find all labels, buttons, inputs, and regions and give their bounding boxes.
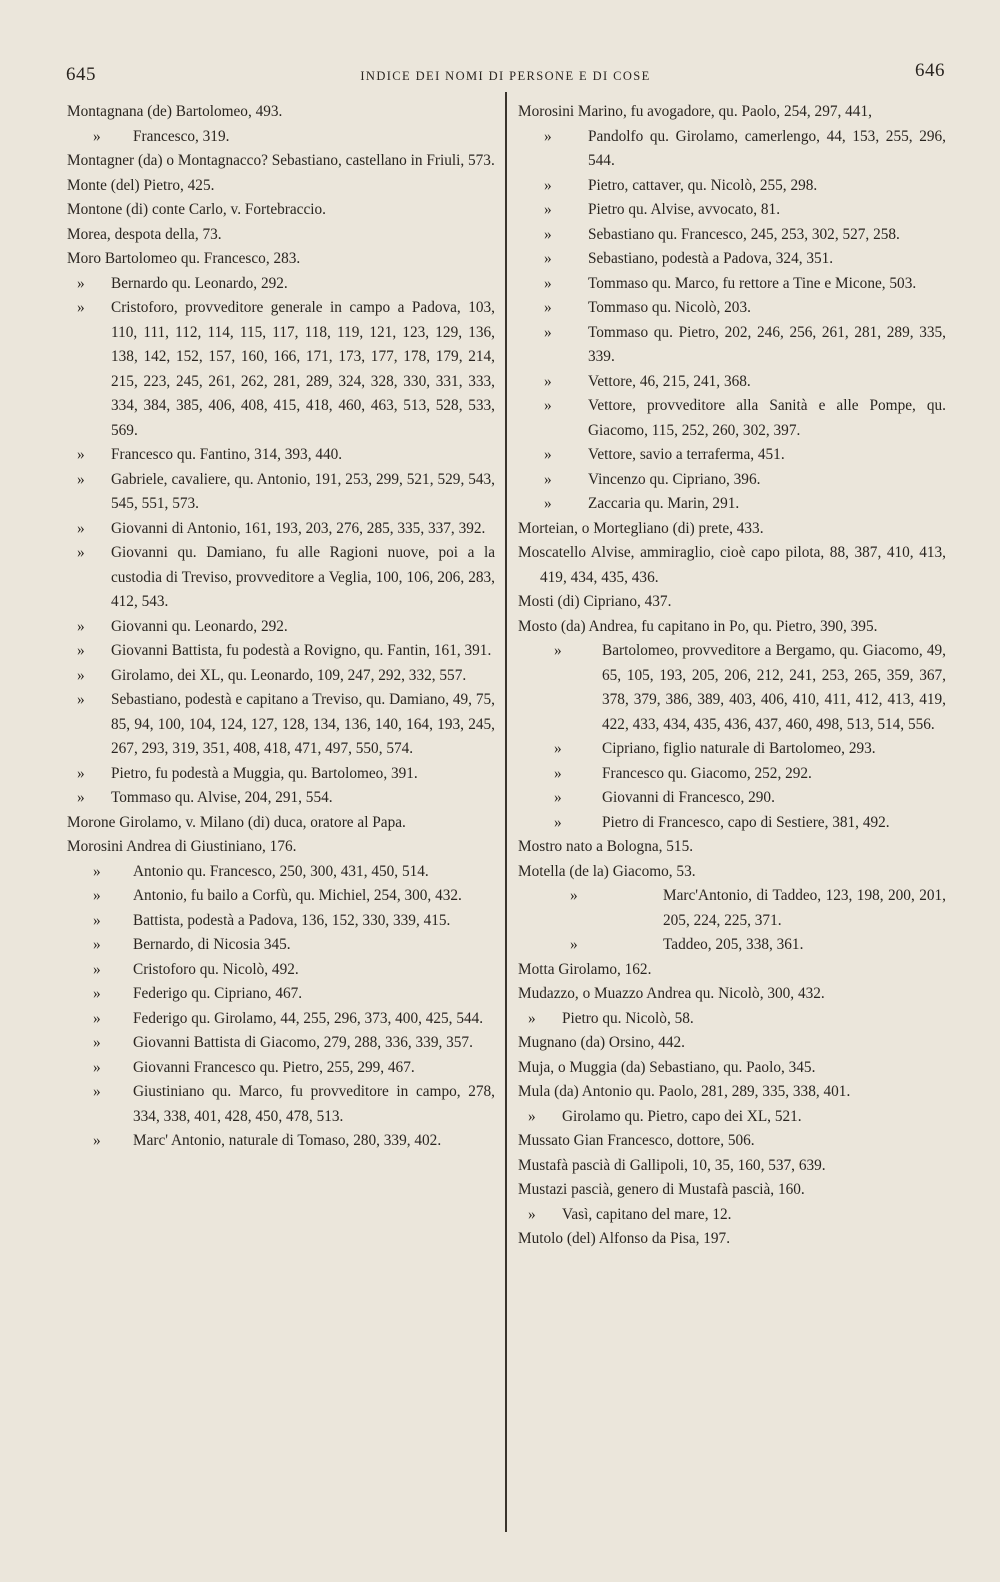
- index-entry: [518, 1203, 946, 1228]
- ditto-mark: »: [77, 519, 85, 537]
- index-entry: [518, 1105, 946, 1130]
- right-column: [518, 100, 946, 1252]
- index-entry: [67, 860, 495, 885]
- index-entry: [67, 468, 495, 517]
- index-entry: [67, 149, 495, 174]
- ditto-mark: »: [93, 127, 101, 145]
- index-entry: [518, 1007, 946, 1032]
- index-entry: [518, 443, 946, 468]
- entry-text: Giovanni Battista di Giacomo, 279, 288, 336, 339, 357.: [133, 1034, 473, 1051]
- ditto-mark: »: [93, 1034, 101, 1051]
- entry-text: Montagner (da) o Montagnacco? Sebastiano, castellano in Friuli, 573.: [67, 152, 495, 169]
- ditto-mark: »: [93, 1132, 101, 1149]
- ditto-mark: »: [544, 323, 552, 341]
- entry-text: Cipriano, figlio naturale di Bartolomeo, 293.: [602, 740, 876, 757]
- index-entry: [518, 1178, 946, 1203]
- index-entry: [67, 296, 495, 443]
- ditto-mark: »: [77, 617, 85, 635]
- ditto-mark: »: [77, 299, 85, 316]
- index-entry: [518, 835, 946, 860]
- index-entry: [518, 958, 946, 983]
- ditto-mark: »: [544, 225, 552, 243]
- entry-text: Mustazi pascià, genero di Mustafà pascià, 160.: [518, 1181, 805, 1198]
- entry-text: Mudazzo, o Muazzo Andrea qu. Nicolò, 300, 432.: [518, 985, 825, 1002]
- entry-text: Sebastiano, podestà a Padova, 324, 351.: [588, 250, 834, 267]
- entry-text: Francesco qu. Fantino, 314, 393, 440.: [111, 446, 343, 463]
- ditto-mark: »: [77, 274, 85, 292]
- index-entry: [518, 296, 946, 321]
- ditto-mark: »: [77, 691, 85, 708]
- entry-text: Giovanni qu. Leonardo, 292.: [111, 617, 288, 635]
- index-entry: [67, 982, 495, 1007]
- entry-text: Morea, despota della, 73.: [67, 225, 222, 243]
- index-entry: [67, 247, 495, 272]
- entry-text: Morteian, o Mortegliano (di) prete, 433.: [518, 519, 764, 537]
- entry-text: Mosto (da) Andrea, fu capitano in Po, qu. Pietro, 390, 395.: [518, 617, 878, 635]
- index-entry: [67, 198, 495, 223]
- entry-text: Giovanni di Antonio, 161, 193, 203, 276, 285, 335, 337, 392.: [111, 519, 486, 537]
- entry-text: Montagnana (de) Bartolomeo, 493.: [67, 103, 283, 120]
- entry-text: Tommaso qu. Nicolò, 203.: [588, 299, 751, 316]
- entry-text: Bernardo, di Nicosia 345.: [133, 936, 291, 953]
- entry-text: Zaccaria qu. Marin, 291.: [588, 495, 740, 512]
- index-entry: [67, 223, 495, 248]
- index-entry: [67, 688, 495, 762]
- index-entry: [67, 884, 495, 909]
- entry-text: Pandolfo qu. Girolamo, camerlengo, 44, 153, 255, 296, 544.: [588, 127, 946, 169]
- index-entry: [67, 909, 495, 934]
- index-entry: [518, 468, 946, 493]
- index-entry: [518, 394, 946, 443]
- entry-text: Marc'Antonio, di Taddeo, 123, 198, 200, 201, 205, 224, 225, 371.: [663, 887, 946, 929]
- index-entry: [67, 786, 495, 811]
- index-entry: [67, 639, 495, 664]
- entry-text: Federigo qu. Cipriano, 467.: [133, 985, 303, 1002]
- index-entry: [518, 174, 946, 199]
- index-entry: [518, 272, 946, 297]
- ditto-mark: »: [77, 764, 85, 782]
- ditto-mark: »: [544, 274, 552, 292]
- ditto-mark: »: [544, 446, 552, 463]
- entry-text: Taddeo, 205, 338, 361.: [663, 936, 804, 953]
- ditto-mark: »: [544, 495, 552, 512]
- index-entry: [67, 958, 495, 983]
- ditto-mark: »: [544, 470, 552, 488]
- entry-text: Morone Girolamo, v. Milano (di) duca, oratore al Papa.: [67, 813, 406, 831]
- entry-text: Moscatello Alvise, ammiraglio, cioè capo pilota, 88, 387, 410, 413, 419, 434, 435, 436.: [518, 544, 946, 586]
- ditto-mark: »: [544, 299, 552, 316]
- index-entry: [518, 615, 946, 640]
- entry-text: Giustiniano qu. Marco, fu provveditore in campo, 278, 334, 338, 401, 428, 450, 478, 513.: [133, 1083, 495, 1125]
- entry-text: Federigo qu. Girolamo, 44, 255, 296, 373, 400, 425, 544.: [133, 1009, 484, 1027]
- entry-text: Mostro nato a Bologna, 515.: [518, 838, 694, 855]
- ditto-mark: »: [93, 862, 101, 880]
- ditto-mark: »: [554, 642, 562, 659]
- ditto-mark: »: [93, 960, 101, 978]
- ditto-mark: »: [93, 1009, 101, 1027]
- index-entry: [518, 100, 946, 125]
- index-entry: [518, 811, 946, 836]
- ditto-mark: »: [93, 887, 101, 904]
- entry-text: Tommaso qu. Alvise, 204, 291, 554.: [111, 789, 333, 806]
- index-entry: [67, 541, 495, 615]
- entry-text: Gabriele, cavaliere, qu. Antonio, 191, 253, 299, 521, 529, 543, 545, 551, 573.: [111, 470, 495, 512]
- ditto-mark: »: [570, 936, 578, 953]
- ditto-mark: »: [77, 666, 85, 684]
- index-entry: [67, 762, 495, 787]
- ditto-mark: »: [544, 176, 552, 194]
- ditto-mark: »: [528, 1009, 536, 1027]
- ditto-mark: »: [554, 740, 562, 757]
- entry-text: Vettore, savio a terraferma, 451.: [588, 446, 785, 463]
- entry-text: Vincenzo qu. Cipriano, 396.: [588, 470, 761, 488]
- index-entry: [518, 786, 946, 811]
- entry-text: Pietro qu. Alvise, avvocato, 81.: [588, 201, 781, 218]
- ditto-mark: »: [77, 470, 85, 488]
- index-entry: [67, 517, 495, 542]
- entry-text: Bartolomeo, provveditore a Bergamo, qu. Giacomo, 49, 65, 105, 193, 205, 206, 212, 241, 253, 265, 359, 367, 378, 379, 386, 389, 403, 406, 410, 411, 412, 413, 419, 422, 433, 434, 435, 436, 437, 460, 498, 513, 514, 556.: [602, 642, 946, 733]
- index-entry: [67, 933, 495, 958]
- entry-text: Moro Bartolomeo qu. Francesco, 283.: [67, 250, 301, 267]
- index-entry: [518, 1031, 946, 1056]
- index-entry: [518, 517, 946, 542]
- ditto-mark: »: [554, 789, 562, 806]
- index-entry: [67, 615, 495, 640]
- entry-text: Giovanni qu. Damiano, fu alle Ragioni nuove, poi a la custodia di Treviso, provveditore a Veglia, 100, 106, 206, 283, 412, 543.: [111, 544, 495, 610]
- entry-text: Giovanni Francesco qu. Pietro, 255, 299, 467.: [133, 1058, 415, 1076]
- ditto-mark: »: [77, 642, 85, 659]
- ditto-mark: »: [528, 1205, 536, 1223]
- entry-text: Battista, podestà a Padova, 136, 152, 330, 339, 415.: [133, 911, 451, 929]
- ditto-mark: »: [93, 985, 101, 1002]
- page-header: [66, 60, 945, 88]
- entry-text: Mussato Gian Francesco, dottore, 506.: [518, 1132, 755, 1149]
- entry-text: Vettore, 46, 215, 241, 368.: [588, 372, 751, 390]
- index-entry: [67, 1007, 495, 1032]
- entry-text: Motella (de la) Giacomo, 53.: [518, 862, 696, 880]
- entry-text: Francesco qu. Giacomo, 252, 292.: [602, 764, 812, 782]
- entry-text: Vasì, capitano del mare, 12.: [562, 1205, 732, 1223]
- index-entry: [518, 492, 946, 517]
- ditto-mark: »: [554, 764, 562, 782]
- entry-text: Monte (del) Pietro, 425.: [67, 176, 215, 194]
- entry-text: Tommaso qu. Pietro, 202, 246, 256, 261, 281, 289, 335, 339.: [588, 323, 946, 365]
- index-entry: [67, 1056, 495, 1081]
- entry-text: Antonio qu. Francesco, 250, 300, 431, 450, 514.: [133, 862, 429, 880]
- entry-text: Pietro di Francesco, capo di Sestiere, 381, 492.: [602, 813, 890, 831]
- entry-text: Pietro qu. Nicolò, 58.: [562, 1009, 694, 1027]
- ditto-mark: »: [528, 1107, 536, 1125]
- index-entry: [518, 590, 946, 615]
- ditto-mark: »: [544, 250, 552, 267]
- entry-text: Motta Girolamo, 162.: [518, 960, 652, 978]
- column-divider: [505, 92, 507, 1532]
- entry-text: Bernardo qu. Leonardo, 292.: [111, 274, 288, 292]
- index-entry: [518, 321, 946, 370]
- entry-text: Vettore, provveditore alla Sanità e alle Pompe, qu. Giacomo, 115, 252, 260, 302, 397.: [588, 397, 946, 439]
- index-entry: [518, 762, 946, 787]
- ditto-mark: »: [93, 936, 101, 953]
- index-entry: [518, 370, 946, 395]
- ditto-mark: »: [93, 1058, 101, 1076]
- entry-text: Muja, o Muggia (da) Sebastiano, qu. Paolo, 345.: [518, 1058, 816, 1076]
- entry-text: Antonio, fu bailo a Corfù, qu. Michiel, 254, 300, 432.: [133, 887, 462, 904]
- entry-text: Sebastiano, podestà e capitano a Treviso, qu. Damiano, 49, 75, 85, 94, 100, 104, 124, 127, 128, 134, 136, 140, 164, 193, 245, 267, 293, 319, 351, 408, 418, 471, 497, 550, 574.: [111, 691, 495, 757]
- index-entry: [518, 737, 946, 762]
- index-entry: [67, 125, 495, 150]
- ditto-mark: »: [544, 372, 552, 390]
- index-entry: [518, 1227, 946, 1252]
- ditto-mark: »: [77, 446, 85, 463]
- index-entry: [518, 1154, 946, 1179]
- left-column: [67, 100, 495, 1154]
- entry-text: Sebastiano qu. Francesco, 245, 253, 302, 527, 258.: [588, 225, 900, 243]
- entry-text: Francesco, 319.: [133, 127, 230, 145]
- entry-text: Mosti (di) Cipriano, 437.: [518, 593, 672, 610]
- ditto-mark: »: [93, 1083, 101, 1100]
- entry-text: Mugnano (da) Orsino, 442.: [518, 1034, 685, 1051]
- ditto-mark: »: [93, 911, 101, 929]
- index-entry: [518, 933, 946, 958]
- index-entry: [518, 982, 946, 1007]
- index-entry: [518, 1129, 946, 1154]
- entry-text: Giovanni di Francesco, 290.: [602, 789, 775, 806]
- index-entry: [67, 174, 495, 199]
- page-number-left: 645: [66, 64, 96, 85]
- entry-text: Pietro, fu podestà a Muggia, qu. Bartolomeo, 391.: [111, 764, 418, 782]
- ditto-mark: »: [77, 789, 85, 806]
- entry-text: Marc' Antonio, naturale di Tomaso, 280, 339, 402.: [133, 1132, 442, 1149]
- index-entry: [67, 811, 495, 836]
- index-entry: [67, 835, 495, 860]
- index-entry: [518, 1056, 946, 1081]
- ditto-mark: »: [554, 813, 562, 831]
- index-entry: [67, 664, 495, 689]
- entry-text: Mustafà pascià di Gallipoli, 10, 35, 160, 537, 639.: [518, 1156, 826, 1174]
- ditto-mark: »: [544, 201, 552, 218]
- ditto-mark: »: [570, 887, 578, 904]
- index-entry: [518, 223, 946, 248]
- entry-text: Montone (di) conte Carlo, v. Fortebraccio.: [67, 201, 326, 218]
- entry-text: Giovanni Battista, fu podestà a Rovigno, qu. Fantin, 161, 391.: [111, 642, 492, 659]
- index-entry: [518, 639, 946, 737]
- index-entry: [518, 247, 946, 272]
- index-entry: [67, 443, 495, 468]
- entry-text: Cristoforo qu. Nicolò, 492.: [133, 960, 299, 978]
- running-title: INDICE DEI NOMI DI PERSONE E DI COSE: [360, 69, 651, 83]
- index-entry: [67, 1129, 495, 1154]
- index-entry: [67, 272, 495, 297]
- index-entry: [518, 198, 946, 223]
- entry-text: Mula (da) Antonio qu. Paolo, 281, 289, 335, 338, 401.: [518, 1083, 851, 1100]
- entry-text: Morosini Andrea di Giustiniano, 176.: [67, 838, 297, 855]
- index-entry: [518, 860, 946, 885]
- index-entry: [67, 1080, 495, 1129]
- page-number-right: 646: [915, 60, 945, 81]
- index-entry: [518, 1080, 946, 1105]
- entry-text: Mutolo (del) Alfonso da Pisa, 197.: [518, 1230, 731, 1247]
- entry-text: Morosini Marino, fu avogadore, qu. Paolo, 254, 297, 441,: [518, 103, 872, 120]
- entry-text: Cristoforo, provveditore generale in campo a Padova, 103, 110, 111, 112, 114, 115, 117, 118, 119, 121, 123, 129, 136, 138, 142, 152, 157, 160, 166, 171, 173, 177, 178, 179, 214, 215, 223, 245, 261, 262, 281, 289, 324, 328, 330, 331, 333, 334, 384, 385, 406, 408, 415, 418, 460, 463, 513, 528, 533, 569.: [111, 299, 495, 439]
- entry-text: Girolamo, dei XL, qu. Leonardo, 109, 247, 292, 332, 557.: [111, 666, 467, 684]
- index-entry: [518, 541, 946, 590]
- index-entry: [67, 100, 495, 125]
- ditto-mark: »: [77, 544, 85, 561]
- index-entry: [67, 1031, 495, 1056]
- entry-text: Tommaso qu. Marco, fu rettore a Tine e Micone, 503.: [588, 274, 917, 292]
- index-entry: [518, 884, 946, 933]
- entry-text: Girolamo qu. Pietro, capo dei XL, 521.: [562, 1107, 802, 1125]
- ditto-mark: »: [544, 127, 552, 145]
- entry-text: Pietro, cattaver, qu. Nicolò, 255, 298.: [588, 176, 818, 194]
- index-entry: [518, 125, 946, 174]
- ditto-mark: »: [544, 397, 552, 414]
